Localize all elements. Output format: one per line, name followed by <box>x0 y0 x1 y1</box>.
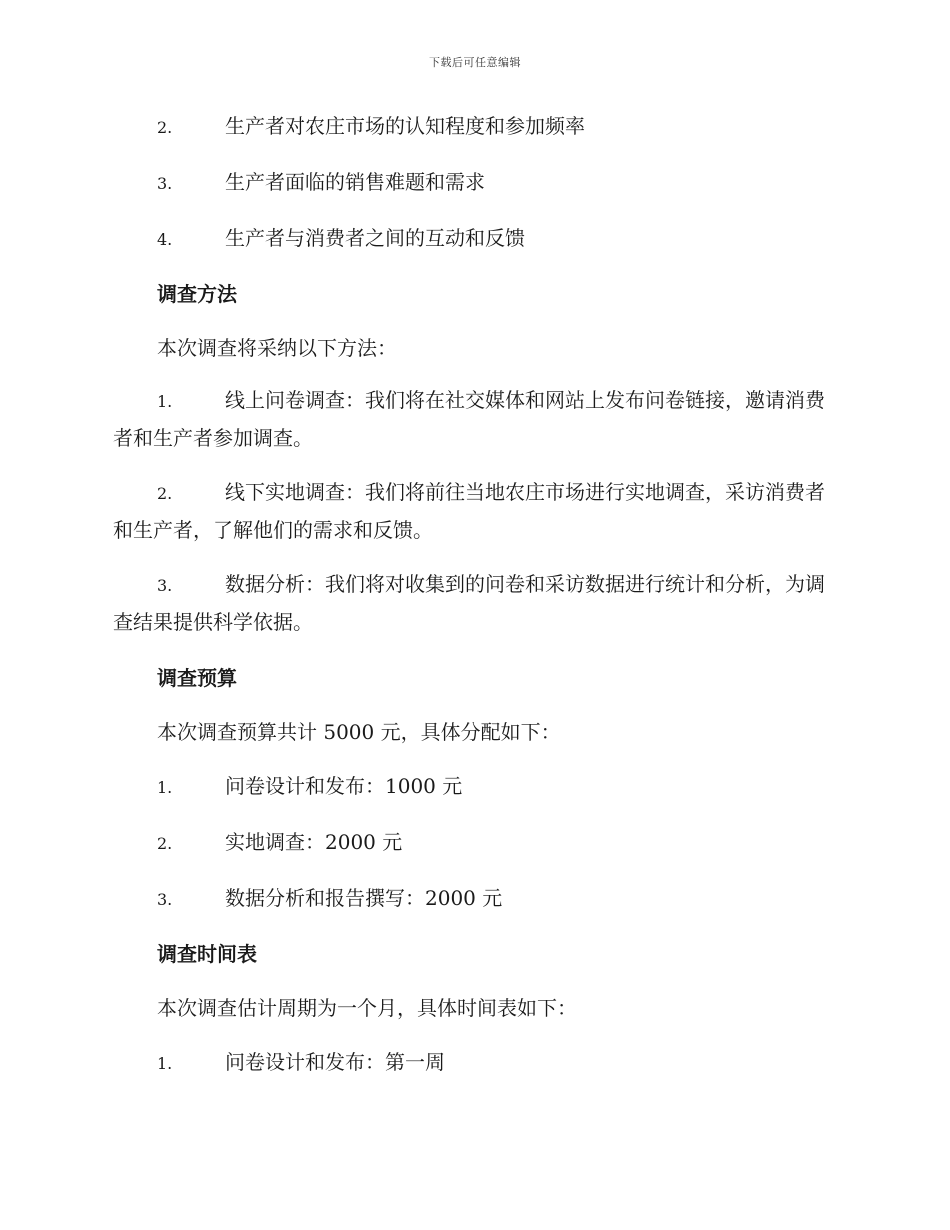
list-text: 问卷设计和发布：第一周 <box>225 1050 445 1074</box>
list-item <box>113 218 838 260</box>
list-number: 1. <box>157 392 173 411</box>
list-text: 数据分析：我们将对收集到的问卷和采访数据进行统计和分析，为调查结果提供科学依据。 <box>113 572 825 634</box>
list-item <box>113 878 838 920</box>
list-item <box>113 382 838 457</box>
budget-intro: 本次调查预算共计 5000 元，具体分配如下： <box>157 720 561 744</box>
list-number: 2. <box>157 834 173 853</box>
list-number: 4. <box>157 230 173 249</box>
list-text: 生产者面临的销售难题和需求 <box>225 170 485 194</box>
list-number: 1. <box>157 778 173 797</box>
section-heading-methods: 调查方法 <box>157 282 237 306</box>
list-number: 3. <box>157 576 173 595</box>
list-text: 数据分析和报告撰写：2000 元 <box>225 886 503 910</box>
list-item <box>113 766 838 808</box>
list-text: 线上问卷调查：我们将在社交媒体和网站上发布问卷链接，邀请消费者和生产者参加调查。 <box>113 388 825 450</box>
list-number: 1. <box>157 1054 173 1073</box>
list-number: 2. <box>157 484 173 503</box>
list-text: 线下实地调查：我们将前往当地农庄市场进行实地调查，采访消费者和生产者，了解他们的需求和反馈。 <box>113 480 825 542</box>
section-heading-budget: 调查预算 <box>157 666 237 690</box>
list-number: 3. <box>157 174 173 193</box>
document-body <box>113 106 838 1098</box>
header-note: 下载后可任意编辑 <box>429 56 521 69</box>
section-heading-schedule: 调查时间表 <box>157 942 257 966</box>
list-item <box>113 566 838 641</box>
list-text: 生产者与消费者之间的互动和反馈 <box>225 226 525 250</box>
list-number: 2. <box>157 118 173 137</box>
list-item <box>113 106 838 148</box>
schedule-intro: 本次调查估计周期为一个月，具体时间表如下： <box>157 996 577 1020</box>
list-item <box>113 474 838 549</box>
list-text: 生产者对农庄市场的认知程度和参加频率 <box>225 114 585 138</box>
list-item <box>113 162 838 204</box>
list-text: 实地调查：2000 元 <box>225 830 403 854</box>
methods-intro: 本次调查将采纳以下方法： <box>157 336 397 360</box>
list-item <box>113 822 838 864</box>
list-text: 问卷设计和发布：1000 元 <box>225 774 463 798</box>
list-number: 3. <box>157 890 173 909</box>
list-item <box>113 1042 838 1084</box>
